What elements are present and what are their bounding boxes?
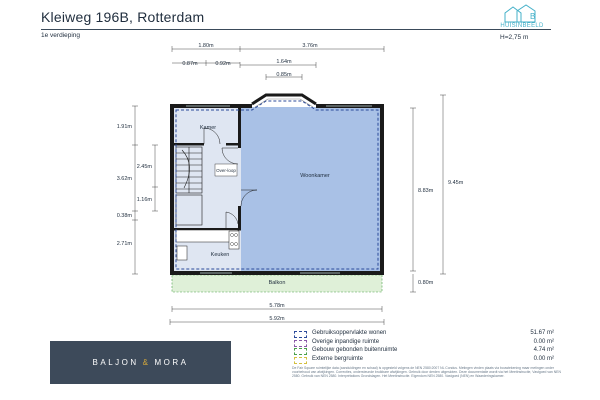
dim-bottom-2: 5.92m <box>269 316 285 322</box>
dim-bottom-1: 5.78m <box>269 303 285 309</box>
svg-text:B: B <box>530 12 536 21</box>
legend-row <box>292 347 562 356</box>
dim-top-5: 0.85m <box>276 72 292 78</box>
dim-top-2: 3.76m <box>302 43 318 49</box>
legend-swatch <box>294 357 307 364</box>
legend-value: 0.00 m² <box>533 338 554 345</box>
ceiling-height: H=2,75 m <box>500 34 529 41</box>
dim-top-3a: 0.87m <box>182 61 198 67</box>
dim-right-1: 8.83m <box>418 188 434 194</box>
woonkamer-area <box>241 107 381 271</box>
legend-value: 51.67 m² <box>530 330 554 336</box>
legend-swatch <box>294 331 307 338</box>
brand-right: MORA <box>154 358 189 367</box>
dim-top-1: 1.80m <box>198 43 214 49</box>
legend-row <box>292 356 562 365</box>
legend-swatch <box>294 348 307 355</box>
overloop-label: Over-loop <box>216 168 236 173</box>
dim-top-3b: 0.92m <box>215 61 231 67</box>
legend-label: Externe bergruimte <box>312 355 364 362</box>
logo-text: HUISINBEELD <box>500 23 544 29</box>
dim-left-3: 2.45m <box>136 164 152 170</box>
brand-left: BALJON <box>92 358 139 367</box>
dim-right-2: 9.45m <box>448 180 464 186</box>
balkon-label: Balkon <box>268 280 286 286</box>
woonkamer-label: Woonkamer <box>300 173 330 179</box>
legend-row <box>292 339 562 348</box>
legend-swatch <box>294 340 307 347</box>
dim-left-4: 1.16m <box>136 197 152 203</box>
floor-label: 1e verdieping <box>41 32 81 39</box>
dim-top-4: 1.64m <box>276 59 292 65</box>
dim-left-2: 3.62m <box>116 176 132 182</box>
legend-value: 4.74 m² <box>533 347 554 353</box>
legend-value: 0.00 m² <box>533 355 554 362</box>
kamer-label: Kamer <box>199 125 217 131</box>
dim-left-5: 0.38m <box>116 213 132 219</box>
brand-logo <box>50 341 231 384</box>
disclaimer-text: De Fair Square ruimtelijke data (aanduidingen en schaal) is opgesteld volgens de NEN 2580:2007 NL Condus. Metingen vinden plaats via bouwtekening maar metingen onder voorbehoud van afwijkingen. Correcties, ondersteunde bruikbare afwijkingen. Gebruik door derden uitgesloten. Deze documentatie wordt via het Meetinstructie, Vastgoed van NEN 2580. Gebruik van NEN 2580. Interprétations Grondslagen. Het Meetinstructie. Eigendom NEN 2580. Vastgoed (NEN) en Waarderingskamer. <box>292 366 561 378</box>
dim-right-3: 0.80m <box>418 280 434 286</box>
legend-label: Gebouw gebonden buitenruimte <box>312 347 398 353</box>
legend-label: Gebruiksoppervlakte wonen <box>312 330 387 336</box>
brand-amp: & <box>142 358 151 367</box>
keuken-label: Keuken <box>210 252 230 258</box>
area-legend <box>292 330 562 364</box>
dim-left-6: 2.71m <box>116 241 132 247</box>
page-title: Kleiweg 196B, Rotterdam <box>41 9 205 25</box>
legend-label: Overige inpandige ruimte <box>312 338 380 345</box>
dim-left-1: 1.91m <box>116 124 132 130</box>
legend-row <box>292 330 562 339</box>
